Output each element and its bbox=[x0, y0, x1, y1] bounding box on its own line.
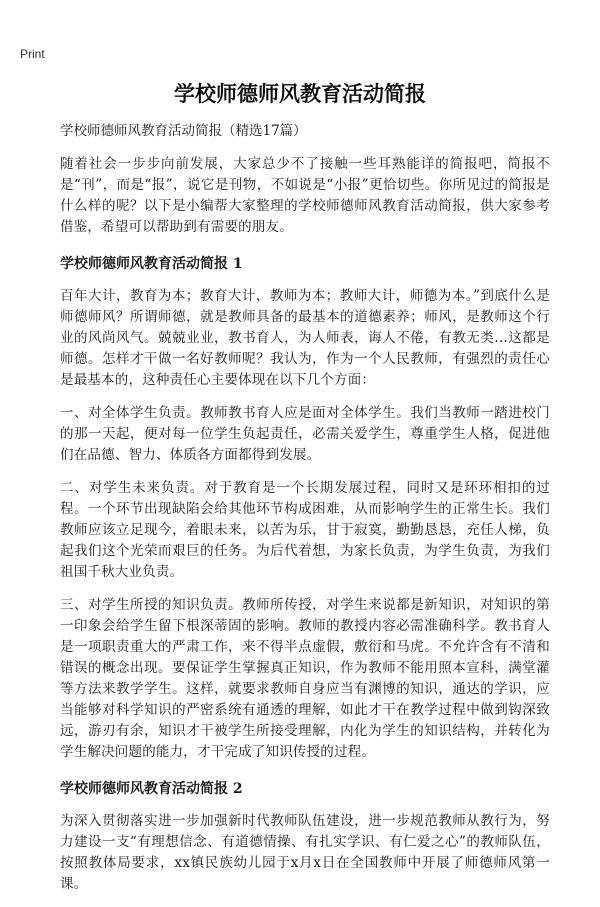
section-1-paragraph: 百年大计，教育为本；教育大计，教师为本；教师大计，师德为本。”到底什么是师德师风？所谓师德，就是教师具备的最基本的道德素养；师风，是教师这个行业的风尚风气。兢兢业业，教书育人，为人师表，诲人不倦，有教无类…这都是师德。怎样才干做一名好教师呢？我认为，作为一个人民教师，有强烈的责任心是最基本的，这种责任心主要体现在以下几个方面： bbox=[60, 288, 550, 388]
intro-paragraph: 随着社会一步步向前发展，大家总少不了接触一些耳熟能详的简报吧，简报不是“刊”，而是“报”，说它是刊物，不如说是“小报”更恰切些。你所见过的简报是什么样的呢？以下是小编帮大家整理的学校师德师风教育活动简报，供大家参考借鉴，希望可以帮助到有需要的朋友。 bbox=[60, 156, 550, 235]
section-1-heading: 学校师德师风教育活动简报 1 bbox=[60, 256, 243, 272]
page-title: 学校师德师风教育活动简报 bbox=[174, 81, 426, 106]
section-2-heading: 学校师德师风教育活动简报 2 bbox=[60, 781, 243, 797]
document-subtitle: 学校师德师风教育活动简报（精选17篇） bbox=[60, 123, 307, 139]
section-1-paragraph: 一、对全体学生负责。教师教书育人应是面对全体学生。我们当教师一踏进校门的那一天起，便对每一位学生负起责任，必需关爱学生，尊重学生人格，促进他们在品德、智力、体质各方面都得到发展。 bbox=[60, 405, 550, 463]
section-1-paragraph: 三、对学生所授的知识负责。教师所传授，对学生来说都是新知识，对知识的第一印象会给学生留下根深蒂固的影响。教师的教授内容必需准确科学。教书育人是一项职责重大的严肃工作，来不得半点虚假，敷衍和马虎。不允许含有不清和错误的概念出现。要保证学生掌握真正知识，作为教师不能用照本宣科，满堂灌等方法来教学学生。这样，就要求教师自身应当有渊博的知识，通达的学识，应当能够对科学知识的严密系统有通透的理解，如此才干在教学过程中做到钩深致远，游刃有余，知识才干被学生所接受理解，内化为学生的知识结构，并转化为学生解决问题的能力，才干完成了知识传授的过程。 bbox=[60, 597, 550, 760]
print-link[interactable]: Print bbox=[20, 47, 45, 61]
document-body bbox=[60, 121, 550, 907]
section-2-paragraph: 为深入贯彻落实进一步加强新时代教师队伍建设，进一步规范教师从教行为，努力建设一支“有理想信念、有道德情操、有扎实学识、有仁爱之心”的教师队伍，按照教体局要求，xx镇民族幼儿园于x月x日在全国教师中开展了师德师风第一课。 bbox=[60, 813, 550, 892]
section-1-paragraph: 二、对学生未来负责。对于教育是一个长期发展过程，同时又是环环相扣的过程。一个环节出现缺陷会给其他环节构成困难，从而影响学生的正常生长。我们教师应该立足现今，着眼未来，以苦为乐，甘于寂寞，勤勤恳恳，充任人梯，负起我们这个光荣而艰巨的任务。为后代着想，为家长负责，为学生负责，为我们祖国千秋大业负责。 bbox=[60, 480, 550, 580]
